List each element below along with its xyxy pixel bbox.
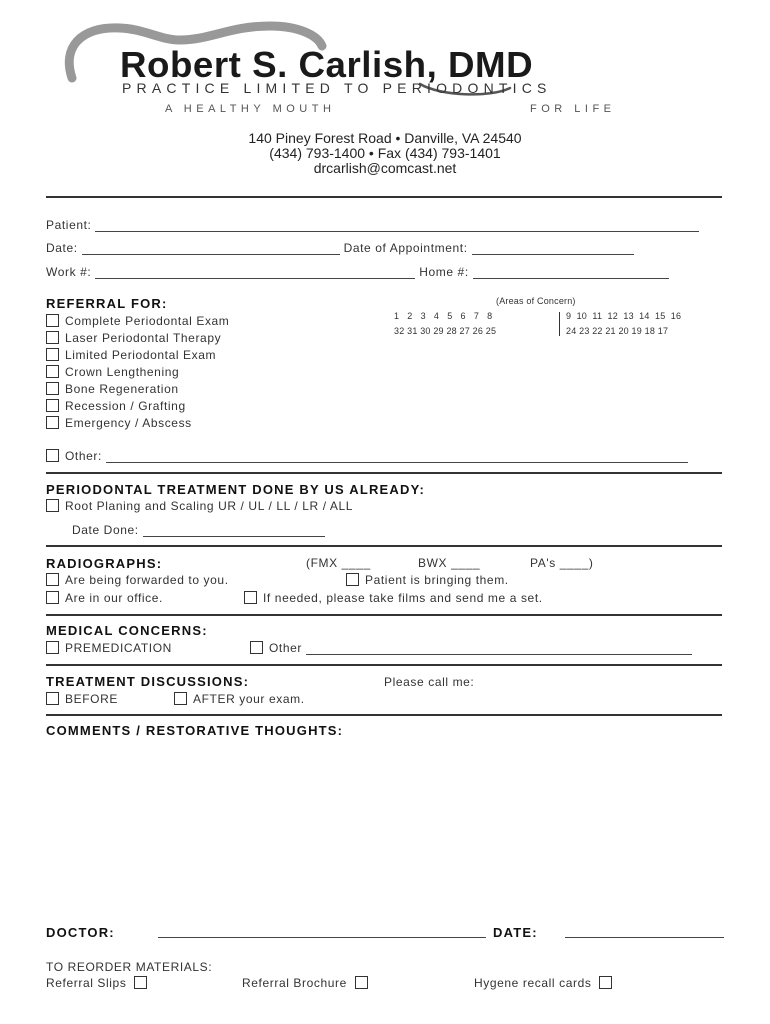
work-phone-field[interactable]: [95, 266, 415, 279]
date-done-row: [72, 523, 325, 537]
date-done-label: Date Done:: [72, 523, 139, 537]
if-needed-option[interactable]: If needed, please take films and send me a set.: [244, 591, 543, 605]
call-me-label: Please call me:: [384, 675, 475, 689]
other-field[interactable]: [106, 450, 688, 463]
other-checkbox[interactable]: [46, 449, 59, 462]
checkbox[interactable]: [46, 365, 59, 378]
checkbox[interactable]: [46, 348, 59, 361]
divider: [46, 196, 722, 198]
referral-heading: REFERRAL FOR:: [46, 296, 168, 311]
referral-item[interactable]: Bone Regeneration: [46, 382, 179, 396]
checkbox[interactable]: [355, 976, 368, 989]
doctor-signature-field[interactable]: [158, 925, 486, 938]
premedication-option[interactable]: PREMEDICATION: [46, 641, 172, 655]
checkbox[interactable]: [134, 976, 147, 989]
other-label: Other:: [65, 449, 102, 463]
patient-bringing-option[interactable]: Patient is bringing them.: [346, 573, 509, 587]
signature-date-label: DATE:: [493, 925, 538, 940]
bwx-field[interactable]: BWX ____: [418, 556, 481, 570]
work-label: Work #:: [46, 265, 92, 279]
recall-cards-option[interactable]: Hygene recall cards: [474, 976, 618, 990]
date-field[interactable]: [82, 242, 340, 255]
divider: [46, 614, 722, 616]
teeth-lower-right[interactable]: 24 23 22 21 20 19 18 17: [566, 326, 669, 336]
referral-item[interactable]: Laser Periodontal Therapy: [46, 331, 221, 345]
practice-line: PRACTICE LIMITED TO PERIODONTICS: [122, 80, 552, 96]
perio-heading: PERIODONTAL TREATMENT DONE BY US ALREADY:: [46, 482, 426, 497]
referral-slips-option[interactable]: Referral Slips: [46, 976, 153, 990]
medical-other-row: [250, 641, 722, 655]
checkbox[interactable]: [46, 382, 59, 395]
referral-item[interactable]: Recession / Grafting: [46, 399, 186, 413]
before-option[interactable]: BEFORE: [46, 692, 118, 706]
checkbox[interactable]: [46, 314, 59, 327]
patient-label: Patient:: [46, 218, 92, 232]
appointment-field[interactable]: [472, 242, 634, 255]
divider: [46, 472, 722, 474]
signature-date-field[interactable]: [565, 925, 724, 938]
pas-field[interactable]: PA's ____): [530, 556, 594, 570]
checkbox[interactable]: [599, 976, 612, 989]
patient-row: [46, 218, 722, 232]
forwarded-option[interactable]: Are being forwarded to you.: [46, 573, 229, 587]
patient-field[interactable]: [95, 219, 699, 232]
date-row: [46, 241, 722, 255]
medical-other-field[interactable]: [306, 642, 692, 655]
medical-other-checkbox[interactable]: [250, 641, 263, 654]
referral-brochure-option[interactable]: Referral Brochure: [242, 976, 374, 990]
root-planing-checkbox[interactable]: [46, 499, 59, 512]
medical-heading: MEDICAL CONCERNS:: [46, 623, 208, 638]
date-done-field[interactable]: [143, 524, 325, 537]
appointment-label: Date of Appointment:: [343, 241, 468, 255]
other-row: [46, 449, 722, 463]
email: drcarlish@comcast.net: [313, 160, 457, 176]
home-label: Home #:: [419, 265, 469, 279]
teeth-lower-left[interactable]: 32 31 30 29 28 27 26 25: [394, 326, 497, 336]
phone-fax: (434) 793-1400 • Fax (434) 793-1401: [269, 145, 501, 161]
root-planing-row[interactable]: [46, 499, 353, 513]
home-phone-field[interactable]: [473, 266, 669, 279]
checkbox[interactable]: [46, 591, 59, 604]
divider: [46, 714, 722, 716]
medical-other-label: Other: [269, 641, 303, 655]
checkbox[interactable]: [46, 399, 59, 412]
midline-divider: [559, 312, 560, 336]
teeth-upper-left[interactable]: 1 2 3 4 5 6 7 8: [394, 311, 493, 321]
doctor-name: Robert S. Carlish, DMD: [120, 44, 534, 85]
checkbox[interactable]: [244, 591, 257, 604]
root-planing-label: Root Planing and Scaling UR / UL / LL / LR / ALL: [65, 499, 354, 513]
doctor-label: DOCTOR:: [46, 925, 115, 940]
referral-item[interactable]: Limited Periodontal Exam: [46, 348, 216, 362]
checkbox[interactable]: [46, 416, 59, 429]
phone-row: [46, 265, 722, 279]
divider: [46, 545, 722, 547]
after-option[interactable]: AFTER your exam.: [174, 692, 305, 706]
radiographs-heading: RADIOGRAPHS:: [46, 556, 163, 571]
address: 140 Piney Forest Road • Danville, VA 24540: [248, 130, 522, 146]
referral-item[interactable]: Complete Periodontal Exam: [46, 314, 229, 328]
checkbox[interactable]: [46, 641, 59, 654]
comments-area[interactable]: [46, 742, 722, 914]
teeth-upper-right[interactable]: 9 10 11 12 13 14 15 16: [566, 311, 682, 321]
date-label: Date:: [46, 241, 78, 255]
checkbox[interactable]: [46, 331, 59, 344]
in-office-option[interactable]: Are in our office.: [46, 591, 163, 605]
referral-item[interactable]: Crown Lengthening: [46, 365, 179, 379]
checkbox[interactable]: [346, 573, 359, 586]
teeth-caption: (Areas of Concern): [496, 296, 576, 306]
checkbox[interactable]: [46, 573, 59, 586]
fmx-field[interactable]: (FMX ____: [306, 556, 371, 570]
reorder-heading: TO REORDER MATERIALS:: [46, 960, 213, 974]
checkbox[interactable]: [174, 692, 187, 705]
divider: [46, 664, 722, 666]
tagline-right: FOR LIFE: [530, 103, 616, 115]
tagline-left: A HEALTHY MOUTH: [165, 103, 336, 115]
discussions-heading: TREATMENT DISCUSSIONS:: [46, 674, 250, 689]
referral-item[interactable]: Emergency / Abscess: [46, 416, 192, 430]
checkbox[interactable]: [46, 692, 59, 705]
comments-heading: COMMENTS / RESTORATIVE THOUGHTS:: [46, 723, 344, 738]
